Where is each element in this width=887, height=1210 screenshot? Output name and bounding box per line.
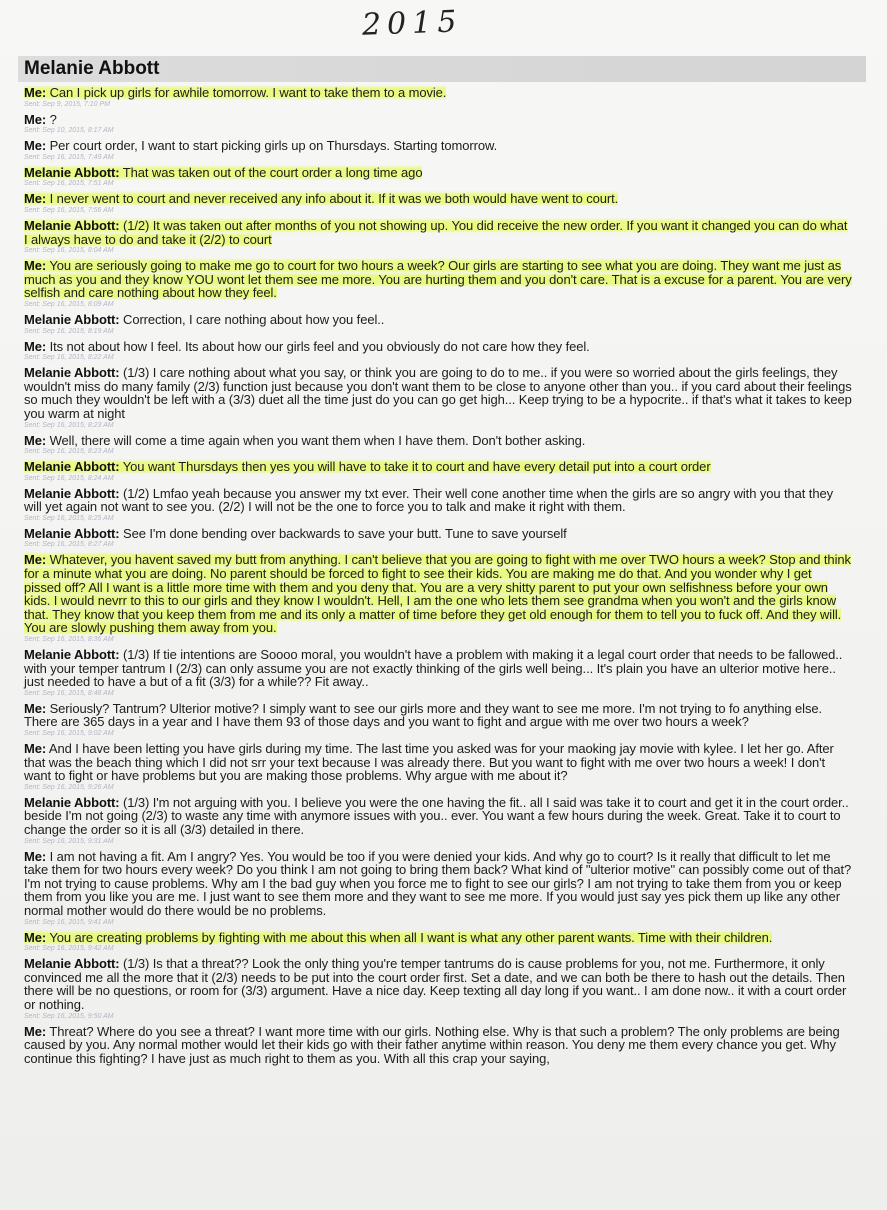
message-content xyxy=(24,312,384,327)
highlighted-message-content xyxy=(24,930,772,945)
message-text: Correction, I care nothing about how you feel.. xyxy=(119,311,385,327)
contact-name: Melanie Abbott xyxy=(24,58,160,79)
message-sender: Me: xyxy=(24,1023,47,1039)
highlighted-message-content xyxy=(24,552,851,635)
message-item xyxy=(24,796,852,846)
message-text: I am not having a fit. Am I angry? Yes. You would be too if you were denied your kids. And why go to court? Is it really that difficult to let me take them for two hours every week? Do you think I am not going to bring them back? What kind of "ulterior motive" can possibly come out of that? I'm not trying to cause problems. Why am I the bad guy when you force me to fight to see our girls? I am not trying to take them from you or keep them from you like you are me. I just want to see them more and they want to see me more. If you would just say yes pick them up like any other normal mother would do there would be no problems. xyxy=(24,848,852,918)
message-timestamp: Sent: Sep 16, 2015, 8:48 AM xyxy=(24,689,114,697)
message-content xyxy=(24,795,849,837)
message-content xyxy=(24,647,842,689)
message-timestamp: Sent: Sep 16, 2015, 9:50 AM xyxy=(24,1012,114,1020)
message-item xyxy=(24,340,852,363)
message-body xyxy=(24,219,852,246)
message-timestamp: Sent: Sep 16, 2015, 8:27 AM xyxy=(24,541,114,549)
message-item xyxy=(24,139,852,162)
message-text: And I have been letting you have girls during my time. The last time you asked was for your maoking jay movie with kylee. I let her go. After that was the beach thing which I did not srr your text because I was already there. But you want to fight with me over two hours a week! I don't want to fight or have problems but you are making those problems. Why argue with me about it? xyxy=(24,741,834,784)
message-body xyxy=(24,259,852,300)
message-sender: Melanie Abbott: xyxy=(24,647,120,663)
message-item xyxy=(24,259,852,309)
message-timestamp: Sent: Sep 16, 2015, 9:26 AM xyxy=(24,783,114,791)
message-timestamp: Sent: Sep 16, 2015, 9:02 AM xyxy=(24,730,114,737)
message-item xyxy=(24,192,852,215)
handwritten-year-note: 2015 xyxy=(361,4,463,43)
message-text: Its not about how I feel. Its about how our girls feel and you obviously do not care how they feel. xyxy=(46,338,590,354)
message-timestamp: Sent: Sep 10, 2015, 8:17 AM xyxy=(24,127,114,135)
message-body xyxy=(24,434,852,448)
message-text: Seriously? Tantrum? Ulterior motive? I simply want to see our girls more and they want to see me more. I'm not trying to fo anything else. There are 365 days in a year and I have them 93 of those days and you want to fight and argue with me over two hours a week? xyxy=(24,700,823,730)
message-text: Per court order, I want to start picking girls up on Thursdays. Starting tomorrow. xyxy=(46,138,498,154)
message-sender: Melanie Abbott: xyxy=(24,217,120,233)
message-text: (1/3) If tie intentions are Soooo moral, you wouldn't have a problem with making it a legal court order that needs to be fallowed.. with your temper tantrum I (2/3) can only assume you are not exactly thinking of the girls well being... It's plain you have an ulterior motive here.. just needed to have a but of a fit (3/3) for a while?? Fit away.. xyxy=(24,647,843,690)
message-timestamp: Sent: Sep 16, 2015, 7:56 AM xyxy=(24,206,114,214)
message-sender: Me: xyxy=(24,191,47,207)
message-content xyxy=(24,741,834,783)
message-item xyxy=(24,219,852,255)
message-item xyxy=(24,366,852,429)
message-body xyxy=(24,460,852,474)
message-sender: Melanie Abbott: xyxy=(24,164,120,180)
highlighted-message-content xyxy=(24,165,422,180)
message-sender: Melanie Abbott: xyxy=(24,525,120,541)
message-body xyxy=(24,931,852,945)
message-item xyxy=(24,527,852,550)
message-text: Well, there will come a time again when you want them when I have them. Don't bother asking. xyxy=(46,432,586,448)
message-body xyxy=(24,139,852,153)
message-text: You want Thursdays then yes you will have to take it to court and have every detail put into a court order xyxy=(119,459,711,475)
message-body xyxy=(24,366,852,420)
message-content xyxy=(24,1024,840,1066)
message-item xyxy=(24,86,852,109)
message-item xyxy=(24,742,852,792)
message-timestamp: Sent: Sep 16, 2015, 8:09 AM xyxy=(24,300,114,308)
message-body xyxy=(24,113,852,127)
message-sender: Me: xyxy=(24,85,47,100)
message-content xyxy=(24,526,567,541)
message-content xyxy=(24,112,57,127)
message-item xyxy=(24,166,852,189)
message-body xyxy=(24,487,852,514)
message-item xyxy=(24,931,852,954)
message-text: You are seriously going to make me go to court for two hours a week? Our girls are starting to see what you are doing. They want me just as much as you and they know YOU wont let them see me more. You are hurting them and you don't care. That is a excuse for a parent. You are very selfish and care nothing about how they feel. xyxy=(24,258,852,301)
message-sender: Me: xyxy=(24,848,47,864)
message-item xyxy=(24,553,852,644)
message-sender: Me: xyxy=(24,700,47,716)
message-text: ? xyxy=(46,111,57,127)
message-timestamp: Sent: Sep 16, 2015, 8:23 AM xyxy=(24,448,114,456)
message-timestamp: Sent: Sep 16, 2015, 8:23 AM xyxy=(24,421,114,429)
message-text: (1/3) I care nothing about what you say, or think you are going to do to me.. if you were so worried about the girls feelings, they wouldn't miss do many family (2/3) function just because you don't want them to be close to anyone other than you.. if you card about their feelings so much they wouldn't be left with a (3/3) duet all the time just do you can go get high... Keep trying to be a hypocrite.. if that's what it takes to keep you warm at night xyxy=(24,365,852,421)
message-body xyxy=(24,86,852,100)
message-timestamp: Sent: Sep 16, 2015, 8:24 AM xyxy=(24,474,114,482)
message-timestamp: Sent: Sep 16, 2015, 9:42 AM xyxy=(24,945,114,953)
message-text: Can I pick up girls for awhile tomorrow. I want to take them to a movie. xyxy=(46,85,447,100)
message-sender: Me: xyxy=(24,432,47,448)
message-item xyxy=(24,460,852,483)
message-thread xyxy=(24,86,852,1069)
message-text: (1/3) I'm not arguing with you. I believe you were the one having the fit.. all I said was take it to court and get it in the court order.. beside I'm not going (2/3) to waste any time with anymore issues with you.. ever. You want a few hours during the week. Great. Take it to court to change the order so it is all (3/3) detailed in there. xyxy=(24,794,849,837)
message-body xyxy=(24,702,852,729)
message-text: Threat? Where do you see a threat? I want more time with our girls. Nothing else. Why is that such a problem? The only problems are being caused by you. Any normal mother would let their kids go with their father anytime within reason. You deny me them every chance you get. Why continue this fighting? I have just as much right to them as you. With all this crap your saying, xyxy=(24,1023,840,1066)
message-body xyxy=(24,553,852,635)
message-content xyxy=(24,433,585,448)
message-timestamp: Sent: Sep 9, 2015, 7:10 PM xyxy=(24,100,111,108)
message-content xyxy=(24,956,846,1012)
message-sender: Melanie Abbott: xyxy=(24,311,120,327)
highlighted-message-content xyxy=(24,218,847,247)
message-body xyxy=(24,648,852,689)
message-text: (1/2) Lmfao yeah because you answer my txt ever. Their well cone another time when the girls are so angry with you that they will yet again not want to see you. (2/2) I will not be the one to force you to talk and make it right with them. xyxy=(24,485,833,515)
message-sender: Melanie Abbott: xyxy=(24,794,120,810)
highlighted-message-content xyxy=(24,85,446,100)
message-sender: Me: xyxy=(24,552,47,568)
message-content xyxy=(24,849,851,918)
highlighted-message-content xyxy=(24,459,711,474)
message-timestamp: Sent: Sep 16, 2015, 7:49 AM xyxy=(24,153,114,161)
message-content xyxy=(24,701,822,730)
message-sender: Me: xyxy=(24,929,47,945)
message-body xyxy=(24,796,852,837)
message-item xyxy=(24,313,852,336)
message-text: See I'm done bending over backwards to save your butt. Tune to save yourself xyxy=(119,525,567,541)
message-sender: Me: xyxy=(24,111,47,127)
message-timestamp: Sent: Sep 16, 2015, 9:31 AM xyxy=(24,837,114,845)
message-sender: Melanie Abbott: xyxy=(24,365,120,381)
message-text: You are creating problems by fighting with me about this when all I want is what any other parent wants. Time with their children. xyxy=(46,929,773,945)
message-sender: Melanie Abbott: xyxy=(24,459,120,475)
message-body xyxy=(24,957,852,1011)
message-item xyxy=(24,648,852,698)
message-text: I never went to court and never received any info about it. If it was we both would have went to court. xyxy=(46,191,619,207)
message-content xyxy=(24,486,833,515)
message-text: That was taken out of the court order a long time ago xyxy=(119,164,423,180)
message-item xyxy=(24,850,852,927)
message-text: Whatever, you havent saved my butt from anything. I can't believe that you are going to fight with me over TWO hours a week? Stop and think for a minute what you are doing. No parent should be forced to fight to see their kids. You are making me do that. And you wonder why I get pissed off? All I want is a little more time with them and you deny that. You are a very shitty parent to put your own selfishness before your own kids. I would nevrr to this to our girls and they know I wouldn't. Hell, I am the one who lets them see grandma when you won't and the girls know that. They know that you keep them from me and its only a matter of time before they get old enough for them to tell you to fuck off. And they will. You are slowly pushing them away from you. xyxy=(24,552,851,636)
highlighted-message-content xyxy=(24,191,618,206)
message-timestamp: Sent: Sep 16, 2015, 8:22 AM xyxy=(24,354,114,362)
message-body xyxy=(24,340,852,354)
message-item xyxy=(24,1025,852,1066)
message-sender: Me: xyxy=(24,258,47,274)
message-sender: Me: xyxy=(24,138,47,154)
message-item xyxy=(24,113,852,136)
message-timestamp: Sent: Sep 16, 2015, 8:36 AM xyxy=(24,636,114,644)
message-sender: Melanie Abbott: xyxy=(24,956,120,972)
message-item xyxy=(24,487,852,523)
message-body xyxy=(24,166,852,180)
message-timestamp: Sent: Sep 16, 2015, 7:51 AM xyxy=(24,180,114,188)
message-body xyxy=(24,527,852,541)
message-item xyxy=(24,957,852,1020)
message-sender: Me: xyxy=(24,338,47,354)
message-item xyxy=(24,434,852,457)
message-content xyxy=(24,365,852,421)
message-item xyxy=(24,702,852,738)
message-sender: Melanie Abbott: xyxy=(24,485,120,501)
message-body xyxy=(24,850,852,918)
message-timestamp: Sent: Sep 16, 2015, 9:41 AM xyxy=(24,918,114,926)
message-body xyxy=(24,1025,852,1066)
message-body xyxy=(24,313,852,327)
message-timestamp: Sent: Sep 16, 2015, 8:25 AM xyxy=(24,514,114,522)
message-body xyxy=(24,192,852,206)
message-text: (1/3) Is that a threat?? Look the only thing you're temper tantrums do is cause problems for you, not me. Furthermore, it only convinced me all the more that it (2/3) needs to be put into the court order first. Set a date, and we can both be there to hash out the details. Then there will be no questions, or room for (3/3) argument. Have a nice day. Keep texting all day long if you want.. I am done now.. it with a court order or nothing. xyxy=(24,956,847,1012)
highlighted-message-content xyxy=(24,258,852,300)
message-content xyxy=(24,339,590,354)
message-timestamp: Sent: Sep 16, 2015, 8:19 AM xyxy=(24,327,114,335)
message-body xyxy=(24,742,852,783)
message-content xyxy=(24,138,497,153)
message-timestamp: Sent: Sep 16, 2015, 8:04 AM xyxy=(24,247,114,255)
message-sender: Me: xyxy=(24,741,47,756)
message-text: (1/2) It was taken out after months of you not showing up. You did receive the new order. If you want it changed you can do what I always have to do and take it (2/2) to court xyxy=(24,217,848,247)
